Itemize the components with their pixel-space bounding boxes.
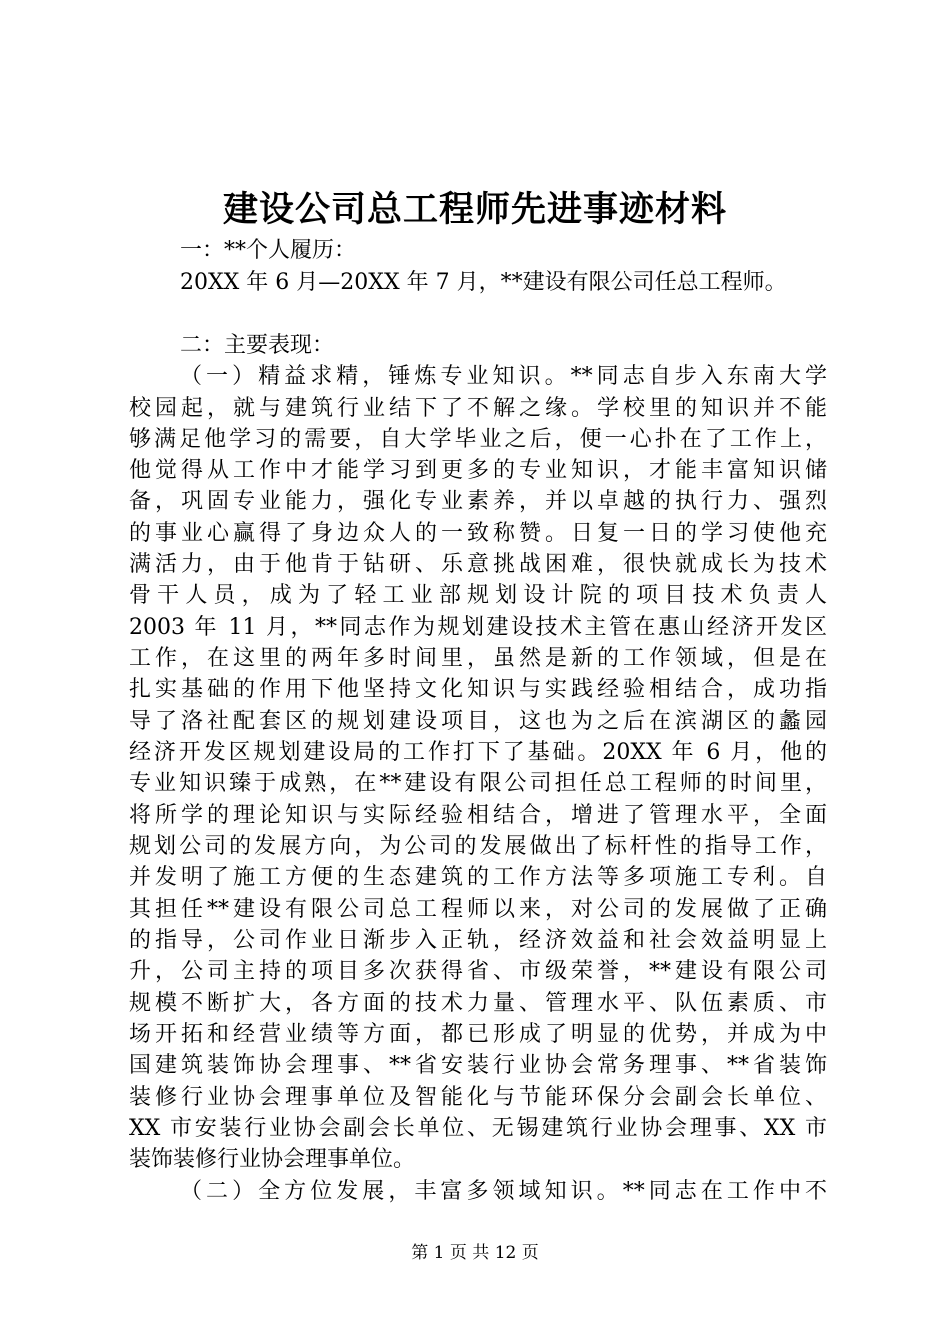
paragraph-line: 备，巩固专业能力，强化专业素养，并以卓越的执行力、强烈	[129, 489, 827, 514]
paragraph-line: 够满足他学习的需要，自大学毕业之后，便一心扑在了工作上，	[129, 427, 827, 452]
paragraph-line: 导了洛社配套区的规划建设项目，这也为之后在滨湖区的蠡园	[129, 709, 827, 734]
paragraph-line: 的指导，公司作业日渐步入正轨，经济效益和社会效益明显上	[129, 928, 827, 953]
paragraph-line: 装修行业协会理事单位及智能化与节能环保分会副会长单位、	[129, 1085, 827, 1110]
section2-heading: 二：主要表现：	[180, 333, 335, 358]
paragraph-line: （一）精益求精，锤炼专业知识。**同志自步入东南大学	[180, 364, 827, 389]
paragraph-line: 2003 年 11 月，**同志作为规划建设技术主管在惠山经济开发区	[129, 615, 827, 640]
paragraph-line: 满活力，由于他肯于钻研、乐意挑战困难，很快就成长为技术	[129, 552, 827, 577]
paragraph-line: 扎实基础的作用下他坚持文化知识与实践经验相结合，成功指	[129, 677, 827, 702]
paragraph-line: 装饰装修行业协会理事单位。	[129, 1147, 416, 1172]
paragraph-line: 其担任**建设有限公司总工程师以来，对公司的发展做了正确	[129, 897, 827, 922]
paragraph-line: 工作，在这里的两年多时间里，虽然是新的工作领域，但是在	[129, 646, 827, 671]
paragraph-line: 经济开发区规划建设局的工作打下了基础。20XX 年 6 月，他的	[129, 740, 827, 765]
paragraph-line: 国建筑装饰协会理事、**省安装行业协会常务理事、**省装饰	[129, 1053, 827, 1078]
paragraph-line: 专业知识臻于成熟，在**建设有限公司担任总工程师的时间里，	[129, 771, 827, 796]
paragraph-line: 场开拓和经营业绩等方面，都已形成了明显的优势，并成为中	[129, 1022, 827, 1047]
paragraph-line: 的事业心赢得了身边众人的一致称赞。日复一日的学习使他充	[129, 521, 827, 546]
paragraph-line: 他觉得从工作中才能学习到更多的专业知识，才能丰富知识储	[129, 458, 827, 483]
paragraph-line: 规模不断扩大，各方面的技术力量、管理水平、队伍素质、市	[129, 991, 827, 1016]
document-title: 建设公司总工程师先进事迹材料	[222, 189, 727, 230]
paragraph-line: 骨干人员，成为了轻工业部规划设计院的项目技术负责人	[129, 583, 827, 608]
paragraph-line: 并发明了施工方便的生态建筑的工作方法等多项施工专利。自	[129, 865, 827, 890]
paragraph-line: 规划公司的发展方向，为公司的发展做出了标杆性的指导工作，	[129, 834, 827, 859]
section1-body: 20XX 年 6 月—20XX 年 7 月，**建设有限公司任总工程师。	[180, 270, 787, 295]
paragraph-line: 升，公司主持的项目多次获得省、市级荣誉，**建设有限公司	[129, 959, 827, 984]
paragraph-line: 校园起，就与建筑行业结下了不解之缘。学校里的知识并不能	[129, 396, 827, 421]
paragraph-line: XX 市安装行业协会副会长单位、无锡建筑行业协会理事、XX 市	[129, 1116, 827, 1141]
section1-heading: 一：**个人履历：	[180, 238, 357, 263]
paragraph-line: 将所学的理论知识与实际经验相结合，增进了管理水平，全面	[129, 803, 827, 828]
page-footer: 第 1 页 共 12 页	[411, 1243, 539, 1263]
paragraph2-line: （二）全方位发展，丰富多领域知识。**同志在工作中不	[180, 1179, 827, 1204]
